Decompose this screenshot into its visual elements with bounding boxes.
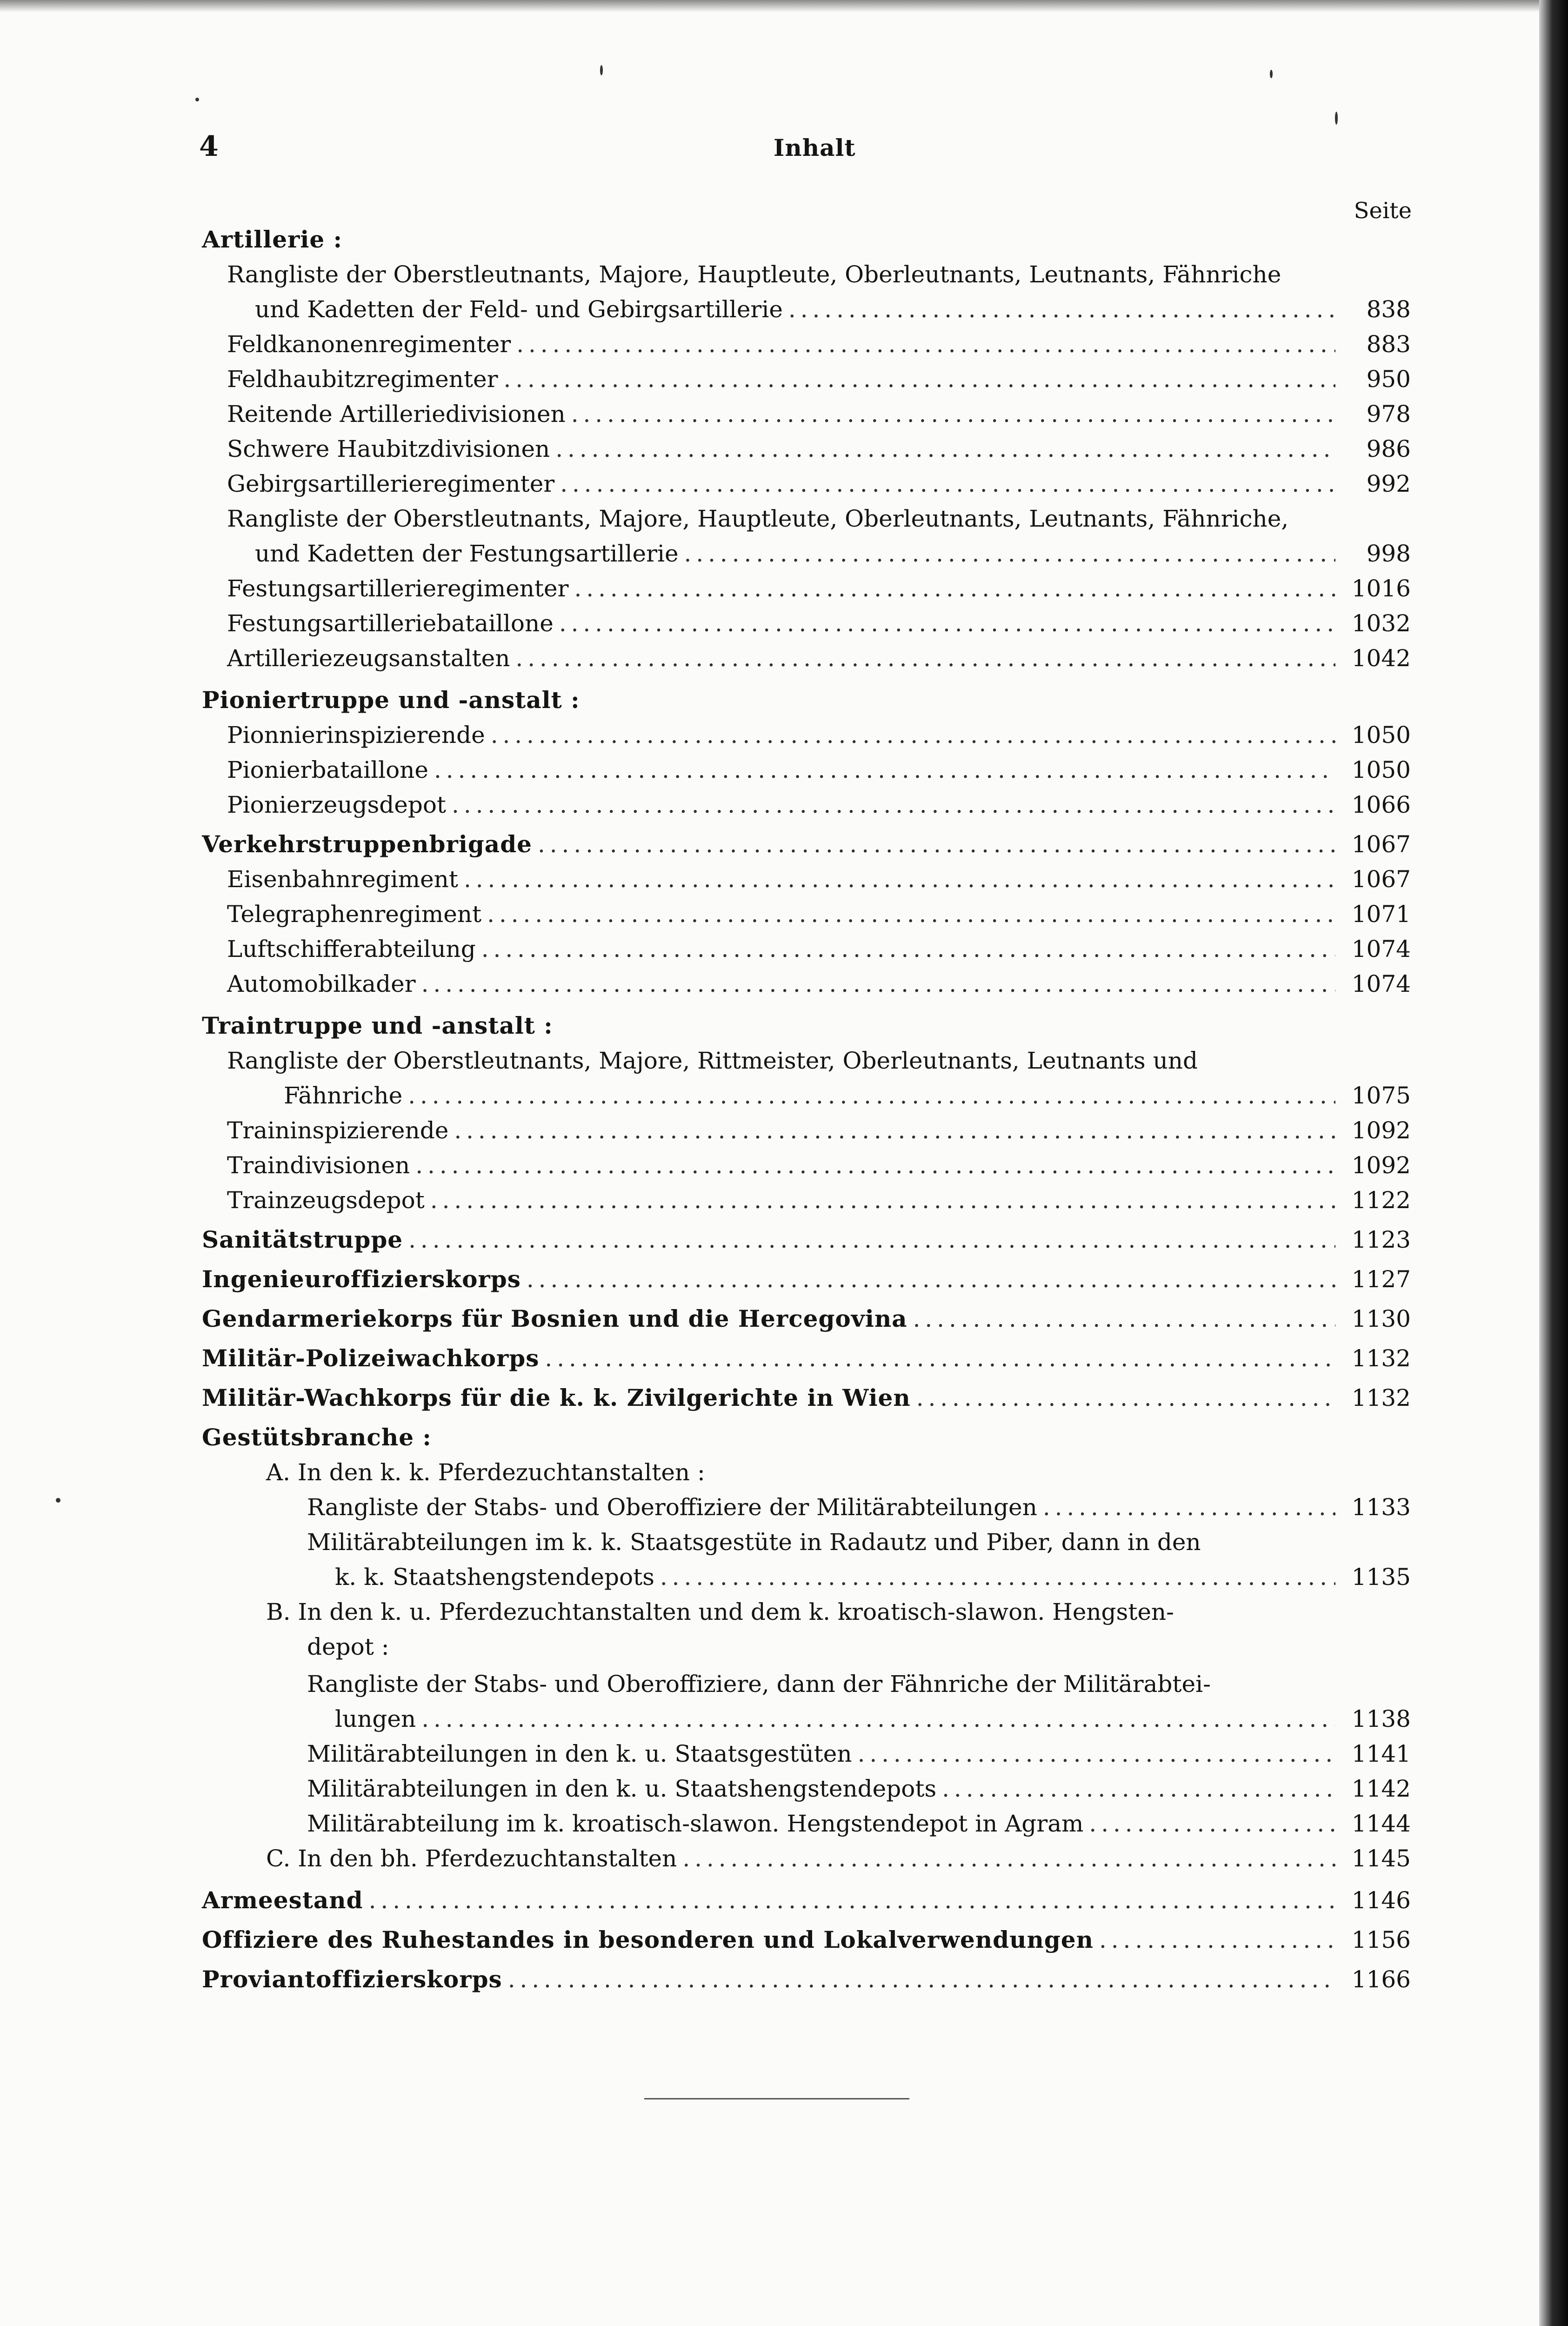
section-heading-armeestand: Armeestand . . . 1146 — [202, 1886, 1411, 1914]
page-ref: 1074 — [1351, 936, 1411, 962]
section-heading-traintruppe: Traintruppe und -anstalt : — [202, 1012, 553, 1039]
toc-entry: Militärabteilung im k. kroatisch-slawon. Hengstendepot in Agram . . . 1144 — [307, 1810, 1411, 1838]
page-ref: 1166 — [1351, 1966, 1411, 1993]
page-ref: 1142 — [1351, 1775, 1411, 1802]
section-heading-verkehrstruppenbrigade: Verkehrstruppenbrigade . . . 1067 — [202, 830, 1411, 858]
page-ref: 1016 — [1351, 575, 1411, 602]
page-ref: 1067 — [1351, 831, 1411, 858]
page-ref: 992 — [1366, 470, 1411, 497]
page-header — [0, 130, 1568, 167]
section-heading-wachkorps: Militär-Wachkorps für die k. k. Zivilgerichte in Wien . . . 1132 — [202, 1384, 1411, 1412]
toc-entry: Rangliste der Oberstleutnants, Majore, Rittmeister, Oberleutnants, Leutnants und — [227, 1047, 1198, 1074]
toc-entry: Fähnriche . . . 1075 — [284, 1082, 1411, 1110]
page-ref: 1135 — [1351, 1564, 1411, 1591]
section-heading-offiziere-ruhestand: Offiziere des Ruhestandes in besonderen und Lokalverwendungen . . . 1156 — [202, 1926, 1411, 1954]
toc-entry: Rangliste der Oberstleutnants, Majore, Hauptleute, Oberleutnants, Leutnants, Fähnriche — [227, 261, 1281, 288]
toc-entry: Reitende Artilleriedivisionen . . . 978 — [227, 400, 1411, 428]
toc-entry: Traininspizierende . . . 1092 — [227, 1116, 1411, 1144]
toc-entry: und Kadetten der Festungsartillerie . . . 998 — [255, 540, 1411, 568]
page-ref: 1067 — [1351, 866, 1411, 893]
page-ref: 1144 — [1351, 1810, 1411, 1837]
toc-subheading: B. In den k. u. Pferdezuchtanstalten und dem k. kroatisch-slawon. Hengsten- — [266, 1598, 1174, 1625]
toc-subheading: A. In den k. k. Pferdezuchtanstalten : — [266, 1459, 705, 1486]
page-ref: 1050 — [1351, 722, 1411, 749]
page-ref: 1071 — [1351, 901, 1411, 928]
toc-entry: lungen . . . 1138 — [335, 1705, 1411, 1733]
page-ref: 1050 — [1351, 756, 1411, 783]
toc-entry: Eisenbahnregiment . . . 1067 — [227, 865, 1411, 893]
page-top-shadow — [0, 0, 1568, 12]
page-ref: 1127 — [1351, 1266, 1411, 1293]
page-binding-edge — [1539, 0, 1568, 2326]
toc-entry: Automobilkader . . . 1074 — [227, 970, 1411, 998]
toc-entry: Gebirgsartillerieregimenter . . . 992 — [227, 470, 1411, 498]
toc-subheading: C. In den bh. Pferdezuchtanstalten . . . 1145 — [266, 1845, 1411, 1872]
page-ref: 838 — [1366, 296, 1411, 323]
toc-entry: Artilleriezeugsanstalten . . . 1042 — [227, 644, 1411, 672]
page-ref: 978 — [1366, 401, 1411, 428]
section-heading-proviantoffizierskorps: Proviantoffizierskorps . . . 1166 — [202, 1965, 1411, 1993]
page-ref: 1066 — [1351, 791, 1411, 818]
page-ref: 1122 — [1351, 1187, 1411, 1214]
closing-rule — [644, 2098, 909, 2099]
toc-entry: Rangliste der Stabs- und Oberoffiziere, dann der Fähnriche der Militärabtei- — [307, 1671, 1211, 1698]
toc-entry: Festungsartillerieregimenter . . . 1016 — [227, 575, 1411, 602]
page-ref: 1156 — [1351, 1926, 1411, 1953]
scan-speck — [600, 65, 603, 75]
page-ref: 998 — [1366, 540, 1411, 567]
page-ref: 1074 — [1351, 970, 1411, 997]
toc-entry: k. k. Staatshengstendepots . . . 1135 — [335, 1563, 1411, 1591]
toc-entry: Luftschifferabteilung . . . 1074 — [227, 935, 1411, 963]
page-ref: 1132 — [1351, 1384, 1411, 1411]
toc-entry: Feldhaubitzregimenter . . . 950 — [227, 365, 1411, 393]
page-ref: 883 — [1366, 331, 1411, 358]
toc-entry: Pionierzeugsdepot . . . 1066 — [227, 791, 1411, 819]
toc-entry: Militärabteilungen in den k. u. Staatshengstendepots . . . 1142 — [307, 1775, 1411, 1803]
section-heading-gestuetsbranche: Gestütsbranche : — [202, 1424, 432, 1451]
page-ref: 1145 — [1351, 1845, 1411, 1872]
toc-entry: Rangliste der Oberstleutnants, Majore, Hauptleute, Oberleutnants, Leutnants, Fähnriche, — [227, 505, 1289, 532]
page-ref: 1075 — [1351, 1082, 1411, 1109]
page-ref: 1130 — [1351, 1305, 1411, 1332]
toc-entry: Trainzeugsdepot . . . 1122 — [227, 1186, 1411, 1214]
scan-speck — [1270, 70, 1273, 78]
section-heading-ingenieuroffizierskorps: Ingenieuroffizierskorps . . . 1127 — [202, 1265, 1411, 1293]
page-ref: 1042 — [1351, 645, 1411, 672]
scan-speck — [1335, 112, 1338, 125]
page-ref: 1141 — [1351, 1740, 1411, 1767]
page-ref: 1032 — [1351, 610, 1411, 637]
page-ref: 1132 — [1351, 1345, 1411, 1372]
page-ref: 1092 — [1351, 1117, 1411, 1144]
column-label-seite: Seite — [1354, 198, 1412, 224]
page-ref: 986 — [1366, 435, 1411, 462]
toc-entry: Traindivisionen . . . 1092 — [227, 1151, 1411, 1179]
toc-entry: Pionierbataillone . . . 1050 — [227, 756, 1411, 784]
toc-entry: und Kadetten der Feld- und Gebirgsartillerie . . . 838 — [255, 295, 1411, 323]
running-title: Inhalt — [774, 134, 856, 161]
scan-speck — [56, 1498, 60, 1503]
toc-entry: Rangliste der Stabs- und Oberoffiziere der Militärabteilungen . . . 1133 — [307, 1493, 1411, 1521]
scan-speck — [195, 98, 199, 101]
toc-entry: Feldkanonenregimenter . . . 883 — [227, 330, 1411, 358]
page-ref: 1092 — [1351, 1152, 1411, 1179]
toc-entry: Telegraphenregiment . . . 1071 — [227, 900, 1411, 928]
page-ref: 950 — [1366, 366, 1411, 393]
page-ref: 1133 — [1351, 1494, 1411, 1521]
section-heading-polizeiwachkorps: Militär-Polizeiwachkorps . . . 1132 — [202, 1344, 1411, 1372]
section-heading-gendarmeriekorps: Gendarmeriekorps für Bosnien und die Hercegovina . . . 1130 — [202, 1305, 1411, 1333]
section-heading-artillerie: Artillerie : — [202, 226, 343, 253]
section-heading-sanitaetstruppe: Sanitätstruppe . . . 1123 — [202, 1226, 1411, 1254]
page-number: 4 — [199, 130, 219, 163]
toc-entry: Schwere Haubitzdivisionen . . . 986 — [227, 435, 1411, 463]
toc-subheading-continuation: depot : — [307, 1633, 389, 1660]
toc-entry: Pionnierinspizierende . . . 1050 — [227, 721, 1411, 749]
toc-entry: Militärabteilungen im k. k. Staatsgestüte in Radautz und Piber, dann in den — [307, 1529, 1201, 1556]
page-ref: 1146 — [1351, 1887, 1411, 1914]
section-heading-pioniertruppe: Pioniertruppe und -anstalt : — [202, 686, 580, 714]
page-ref: 1138 — [1351, 1705, 1411, 1732]
toc-entry: Militärabteilungen in den k. u. Staatsgestüten . . . 1141 — [307, 1740, 1411, 1768]
toc-entry: Festungsartilleriebataillone . . . 1032 — [227, 609, 1411, 637]
page-ref: 1123 — [1351, 1226, 1411, 1253]
